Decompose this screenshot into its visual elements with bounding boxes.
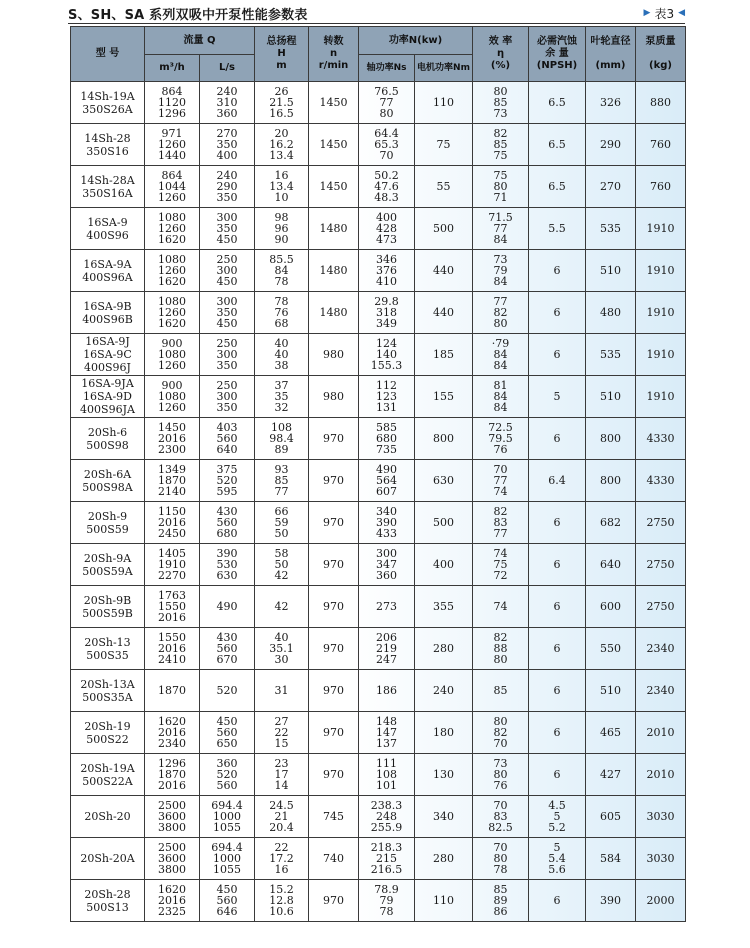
impeller-diameter-cell: 510 [586, 250, 636, 292]
pump-mass-cell: 2000 [636, 880, 686, 922]
flow-m3h-cell: 1870 [145, 670, 200, 712]
flow-ls-cell: 430 560 670 [200, 628, 255, 670]
flow-ls-cell: 450 560 650 [200, 712, 255, 754]
model-cell: 16SA-9 400S96 [71, 208, 145, 250]
speed-cell: 1480 [309, 208, 359, 250]
npsh-cell: 6 [529, 628, 586, 670]
npsh-cell: 6.5 [529, 82, 586, 124]
impeller-diameter-cell: 682 [586, 502, 636, 544]
pump-mass-cell: 760 [636, 124, 686, 166]
efficiency-cell: 70 80 78 [473, 838, 529, 880]
title-bar [68, 2, 685, 24]
flow-ls-cell: 240 290 350 [200, 166, 255, 208]
flow-m3h-cell: 1405 1910 2270 [145, 544, 200, 586]
head-cell: 22 17.2 16 [255, 838, 309, 880]
efficiency-cell: 73 80 76 [473, 754, 529, 796]
speed-cell: 745 [309, 796, 359, 838]
model-cell: 20Sh-19A 500S22A [71, 754, 145, 796]
npsh-cell: 6 [529, 544, 586, 586]
pump-mass-cell: 2750 [636, 544, 686, 586]
flow-m3h-cell: 1763 1550 2016 [145, 586, 200, 628]
flow-m3h-cell: 864 1044 1260 [145, 166, 200, 208]
npsh-cell: 6 [529, 502, 586, 544]
motor-power-cell: 355 [415, 586, 473, 628]
shaft-power-cell: 78.9 79 78 [359, 880, 415, 922]
motor-power-cell: 110 [415, 82, 473, 124]
npsh-cell: 6.4 [529, 460, 586, 502]
impeller-diameter-cell: 800 [586, 460, 636, 502]
head-cell: 40 35.1 30 [255, 628, 309, 670]
efficiency-cell: 80 82 70 [473, 712, 529, 754]
speed-cell: 1450 [309, 124, 359, 166]
table-label-group [644, 5, 685, 22]
pump-mass-cell: 1910 [636, 292, 686, 334]
impeller-diameter-cell: 535 [586, 208, 636, 250]
model-cell: 14Sh-28A 350S16A [71, 166, 145, 208]
header-power: 功率N(kw) [359, 27, 473, 55]
flow-ls-cell: 430 560 680 [200, 502, 255, 544]
model-cell: 14Sh-28 350S16 [71, 124, 145, 166]
pump-mass-cell: 2750 [636, 502, 686, 544]
header-model: 型 号 [71, 27, 145, 82]
model-cell: 20Sh-9A 500S59A [71, 544, 145, 586]
flow-ls-cell: 300 350 450 [200, 292, 255, 334]
head-cell: 37 35 32 [255, 376, 309, 418]
head-cell: 85.5 84 78 [255, 250, 309, 292]
flow-m3h-cell: 1080 1260 1620 [145, 292, 200, 334]
npsh-cell: 5 [529, 376, 586, 418]
header-flow-ls: L/s [200, 55, 255, 82]
flow-ls-cell: 403 560 640 [200, 418, 255, 460]
efficiency-cell: 74 [473, 586, 529, 628]
pump-mass-cell: 2340 [636, 628, 686, 670]
flow-ls-cell: 490 [200, 586, 255, 628]
flow-ls-cell: 240 310 360 [200, 82, 255, 124]
efficiency-cell: 77 82 80 [473, 292, 529, 334]
model-cell: 20Sh-6 500S98 [71, 418, 145, 460]
efficiency-cell: 70 83 82.5 [473, 796, 529, 838]
table-row [71, 586, 686, 628]
motor-power-cell: 280 [415, 838, 473, 880]
header-flow: 流量 Q [145, 27, 255, 55]
npsh-cell: 5.5 [529, 208, 586, 250]
head-cell: 31 [255, 670, 309, 712]
table-header [71, 27, 686, 82]
npsh-cell: 5 5.4 5.6 [529, 838, 586, 880]
pump-mass-cell: 880 [636, 82, 686, 124]
model-cell: 20Sh-28 500S13 [71, 880, 145, 922]
pump-mass-cell: 4330 [636, 460, 686, 502]
flow-m3h-cell: 1450 2016 2300 [145, 418, 200, 460]
header-head: 总扬程 H m [255, 27, 309, 82]
header-npsh: 必需汽蚀 余 量 (NPSH) [529, 27, 586, 82]
model-cell: 20Sh-13A 500S35A [71, 670, 145, 712]
model-cell: 20Sh-9B 500S59B [71, 586, 145, 628]
efficiency-cell: 75 80 71 [473, 166, 529, 208]
table-row [71, 712, 686, 754]
table-row [71, 292, 686, 334]
efficiency-cell: 82 85 75 [473, 124, 529, 166]
flow-m3h-cell: 900 1080 1260 [145, 376, 200, 418]
table-row [71, 838, 686, 880]
table-row [71, 334, 686, 376]
flow-ls-cell: 270 350 400 [200, 124, 255, 166]
motor-power-cell: 500 [415, 208, 473, 250]
npsh-cell: 4.5 5 5.2 [529, 796, 586, 838]
efficiency-cell: 74 75 72 [473, 544, 529, 586]
flow-m3h-cell: 1150 2016 2450 [145, 502, 200, 544]
head-cell: 42 [255, 586, 309, 628]
speed-cell: 970 [309, 880, 359, 922]
shaft-power-cell: 585 680 735 [359, 418, 415, 460]
motor-power-cell: 55 [415, 166, 473, 208]
pump-mass-cell: 1910 [636, 376, 686, 418]
npsh-cell: 6 [529, 292, 586, 334]
shaft-power-cell: 111 108 101 [359, 754, 415, 796]
impeller-diameter-cell: 584 [586, 838, 636, 880]
pump-mass-cell: 1910 [636, 208, 686, 250]
npsh-cell: 6 [529, 250, 586, 292]
shaft-power-cell: 50.2 47.6 48.3 [359, 166, 415, 208]
model-cell: 16SA-9A 400S96A [71, 250, 145, 292]
flow-ls-cell: 375 520 595 [200, 460, 255, 502]
shaft-power-cell: 400 428 473 [359, 208, 415, 250]
impeller-diameter-cell: 427 [586, 754, 636, 796]
npsh-cell: 6 [529, 586, 586, 628]
head-cell: 78 76 68 [255, 292, 309, 334]
shaft-power-cell: 238.3 248 255.9 [359, 796, 415, 838]
motor-power-cell: 110 [415, 880, 473, 922]
shaft-power-cell: 29.8 318 349 [359, 292, 415, 334]
impeller-diameter-cell: 605 [586, 796, 636, 838]
speed-cell: 970 [309, 586, 359, 628]
shaft-power-cell: 340 390 433 [359, 502, 415, 544]
pump-mass-cell: 2010 [636, 712, 686, 754]
head-cell: 93 85 77 [255, 460, 309, 502]
impeller-diameter-cell: 535 [586, 334, 636, 376]
efficiency-cell: 85 [473, 670, 529, 712]
head-cell: 24.5 21 20.4 [255, 796, 309, 838]
flow-ls-cell: 694.4 1000 1055 [200, 796, 255, 838]
table-row [71, 166, 686, 208]
flow-ls-cell: 250 300 350 [200, 376, 255, 418]
impeller-diameter-cell: 465 [586, 712, 636, 754]
flow-m3h-cell: 1620 2016 2340 [145, 712, 200, 754]
model-cell: 20Sh-13 500S35 [71, 628, 145, 670]
pump-mass-cell: 1910 [636, 334, 686, 376]
impeller-diameter-cell: 326 [586, 82, 636, 124]
flow-m3h-cell: 971 1260 1440 [145, 124, 200, 166]
impeller-diameter-cell: 390 [586, 880, 636, 922]
speed-cell: 1450 [309, 166, 359, 208]
table-row [71, 628, 686, 670]
pump-mass-cell: 3030 [636, 796, 686, 838]
impeller-diameter-cell: 640 [586, 544, 636, 586]
efficiency-cell: 70 77 74 [473, 460, 529, 502]
table-row [71, 460, 686, 502]
flow-ls-cell: 390 530 630 [200, 544, 255, 586]
speed-cell: 970 [309, 628, 359, 670]
table-row [71, 544, 686, 586]
table-body [71, 82, 686, 922]
table-row [71, 208, 686, 250]
impeller-diameter-cell: 510 [586, 376, 636, 418]
impeller-diameter-cell: 480 [586, 292, 636, 334]
head-cell: 23 17 14 [255, 754, 309, 796]
table-row [71, 124, 686, 166]
shaft-power-cell: 64.4 65.3 70 [359, 124, 415, 166]
head-cell: 66 59 50 [255, 502, 309, 544]
shaft-power-cell: 148 147 137 [359, 712, 415, 754]
speed-cell: 970 [309, 460, 359, 502]
pump-mass-cell: 2010 [636, 754, 686, 796]
speed-cell: 1450 [309, 82, 359, 124]
table-title: S、SH、SA 系列双吸中开泵性能参数表 [68, 7, 308, 23]
motor-power-cell: 500 [415, 502, 473, 544]
speed-cell: 970 [309, 670, 359, 712]
flow-m3h-cell: 1550 2016 2410 [145, 628, 200, 670]
shaft-power-cell: 124 140 155.3 [359, 334, 415, 376]
motor-power-cell: 240 [415, 670, 473, 712]
flow-m3h-cell: 864 1120 1296 [145, 82, 200, 124]
speed-cell: 980 [309, 334, 359, 376]
pump-mass-cell: 3030 [636, 838, 686, 880]
motor-power-cell: 130 [415, 754, 473, 796]
efficiency-cell: 73 79 84 [473, 250, 529, 292]
title-rule [68, 23, 685, 24]
table-row [71, 376, 686, 418]
table-row [71, 82, 686, 124]
efficiency-cell: 82 83 77 [473, 502, 529, 544]
efficiency-cell: 85 89 86 [473, 880, 529, 922]
motor-power-cell: 440 [415, 292, 473, 334]
motor-power-cell: 400 [415, 544, 473, 586]
header-impeller-diameter: 叶轮直径 (mm) [586, 27, 636, 82]
efficiency-cell: 72.5 79.5 76 [473, 418, 529, 460]
flow-m3h-cell: 2500 3600 3800 [145, 796, 200, 838]
triangle-left-icon: ◀ [678, 8, 685, 18]
impeller-diameter-cell: 800 [586, 418, 636, 460]
speed-cell: 970 [309, 502, 359, 544]
table-row [71, 250, 686, 292]
npsh-cell: 6 [529, 754, 586, 796]
flow-m3h-cell: 1620 2016 2325 [145, 880, 200, 922]
pump-mass-cell: 2340 [636, 670, 686, 712]
shaft-power-cell: 273 [359, 586, 415, 628]
impeller-diameter-cell: 270 [586, 166, 636, 208]
pump-performance-table [70, 26, 686, 922]
motor-power-cell: 185 [415, 334, 473, 376]
motor-power-cell: 155 [415, 376, 473, 418]
head-cell: 15.2 12.8 10.6 [255, 880, 309, 922]
speed-cell: 1480 [309, 292, 359, 334]
model-cell: 14Sh-19A 350S26A [71, 82, 145, 124]
npsh-cell: 6.5 [529, 166, 586, 208]
npsh-cell: 6 [529, 418, 586, 460]
speed-cell: 970 [309, 544, 359, 586]
model-cell: 20Sh-9 500S59 [71, 502, 145, 544]
head-cell: 40 40 38 [255, 334, 309, 376]
table-label: 表3 [654, 6, 675, 21]
shaft-power-cell: 76.5 77 80 [359, 82, 415, 124]
impeller-diameter-cell: 510 [586, 670, 636, 712]
flow-m3h-cell: 900 1080 1260 [145, 334, 200, 376]
table-row [71, 670, 686, 712]
speed-cell: 980 [309, 376, 359, 418]
shaft-power-cell: 346 376 410 [359, 250, 415, 292]
npsh-cell: 6 [529, 670, 586, 712]
shaft-power-cell: 218.3 215 216.5 [359, 838, 415, 880]
motor-power-cell: 75 [415, 124, 473, 166]
head-cell: 20 16.2 13.4 [255, 124, 309, 166]
head-cell: 26 21.5 16.5 [255, 82, 309, 124]
head-cell: 27 22 15 [255, 712, 309, 754]
impeller-diameter-cell: 290 [586, 124, 636, 166]
pump-mass-cell: 2750 [636, 586, 686, 628]
flow-m3h-cell: 1349 1870 2140 [145, 460, 200, 502]
speed-cell: 970 [309, 754, 359, 796]
flow-m3h-cell: 1296 1870 2016 [145, 754, 200, 796]
table-row [71, 880, 686, 922]
header-shaft-power: 轴功率Ns [359, 55, 415, 82]
header-motor-power: 电机功率Nm [415, 55, 473, 82]
head-cell: 108 98.4 89 [255, 418, 309, 460]
shaft-power-cell: 112 123 131 [359, 376, 415, 418]
model-cell: 16SA-9JA 16SA-9D 400S96JA [71, 376, 145, 418]
header-flow-m3h: m³/h [145, 55, 200, 82]
impeller-diameter-cell: 600 [586, 586, 636, 628]
flow-m3h-cell: 1080 1260 1620 [145, 208, 200, 250]
npsh-cell: 6 [529, 712, 586, 754]
header-pump-mass: 泵质量 (kg) [636, 27, 686, 82]
table-row [71, 418, 686, 460]
efficiency-cell: 81 84 84 [473, 376, 529, 418]
flow-ls-cell: 250 300 450 [200, 250, 255, 292]
flow-ls-cell: 520 [200, 670, 255, 712]
efficiency-cell: 82 88 80 [473, 628, 529, 670]
header-speed: 转数 n r/min [309, 27, 359, 82]
model-cell: 20Sh-20A [71, 838, 145, 880]
pump-mass-cell: 1910 [636, 250, 686, 292]
shaft-power-cell: 206 219 247 [359, 628, 415, 670]
efficiency-cell: 80 85 73 [473, 82, 529, 124]
flow-m3h-cell: 2500 3600 3800 [145, 838, 200, 880]
motor-power-cell: 280 [415, 628, 473, 670]
npsh-cell: 6 [529, 334, 586, 376]
shaft-power-cell: 490 564 607 [359, 460, 415, 502]
flow-ls-cell: 250 300 350 [200, 334, 255, 376]
impeller-diameter-cell: 550 [586, 628, 636, 670]
model-cell: 20Sh-19 500S22 [71, 712, 145, 754]
flow-ls-cell: 300 350 450 [200, 208, 255, 250]
model-cell: 20Sh-6A 500S98A [71, 460, 145, 502]
table-row [71, 502, 686, 544]
model-cell: 16SA-9B 400S96B [71, 292, 145, 334]
table-row [71, 796, 686, 838]
pump-mass-cell: 4330 [636, 418, 686, 460]
speed-cell: 1480 [309, 250, 359, 292]
header-efficiency: 效 率 η (%) [473, 27, 529, 82]
head-cell: 16 13.4 10 [255, 166, 309, 208]
efficiency-cell: 71.5 77 84 [473, 208, 529, 250]
shaft-power-cell: 186 [359, 670, 415, 712]
speed-cell: 970 [309, 712, 359, 754]
npsh-cell: 6.5 [529, 124, 586, 166]
pump-mass-cell: 760 [636, 166, 686, 208]
table-row [71, 754, 686, 796]
speed-cell: 970 [309, 418, 359, 460]
head-cell: 98 96 90 [255, 208, 309, 250]
shaft-power-cell: 300 347 360 [359, 544, 415, 586]
npsh-cell: 6 [529, 880, 586, 922]
motor-power-cell: 800 [415, 418, 473, 460]
model-cell: 16SA-9J 16SA-9C 400S96J [71, 334, 145, 376]
model-cell: 20Sh-20 [71, 796, 145, 838]
speed-cell: 740 [309, 838, 359, 880]
motor-power-cell: 340 [415, 796, 473, 838]
head-cell: 58 50 42 [255, 544, 309, 586]
flow-ls-cell: 450 560 646 [200, 880, 255, 922]
flow-m3h-cell: 1080 1260 1620 [145, 250, 200, 292]
triangle-right-icon: ▶ [643, 8, 651, 18]
motor-power-cell: 180 [415, 712, 473, 754]
motor-power-cell: 630 [415, 460, 473, 502]
flow-ls-cell: 360 520 560 [200, 754, 255, 796]
motor-power-cell: 440 [415, 250, 473, 292]
efficiency-cell: ·79 84 84 [473, 334, 529, 376]
flow-ls-cell: 694.4 1000 1055 [200, 838, 255, 880]
